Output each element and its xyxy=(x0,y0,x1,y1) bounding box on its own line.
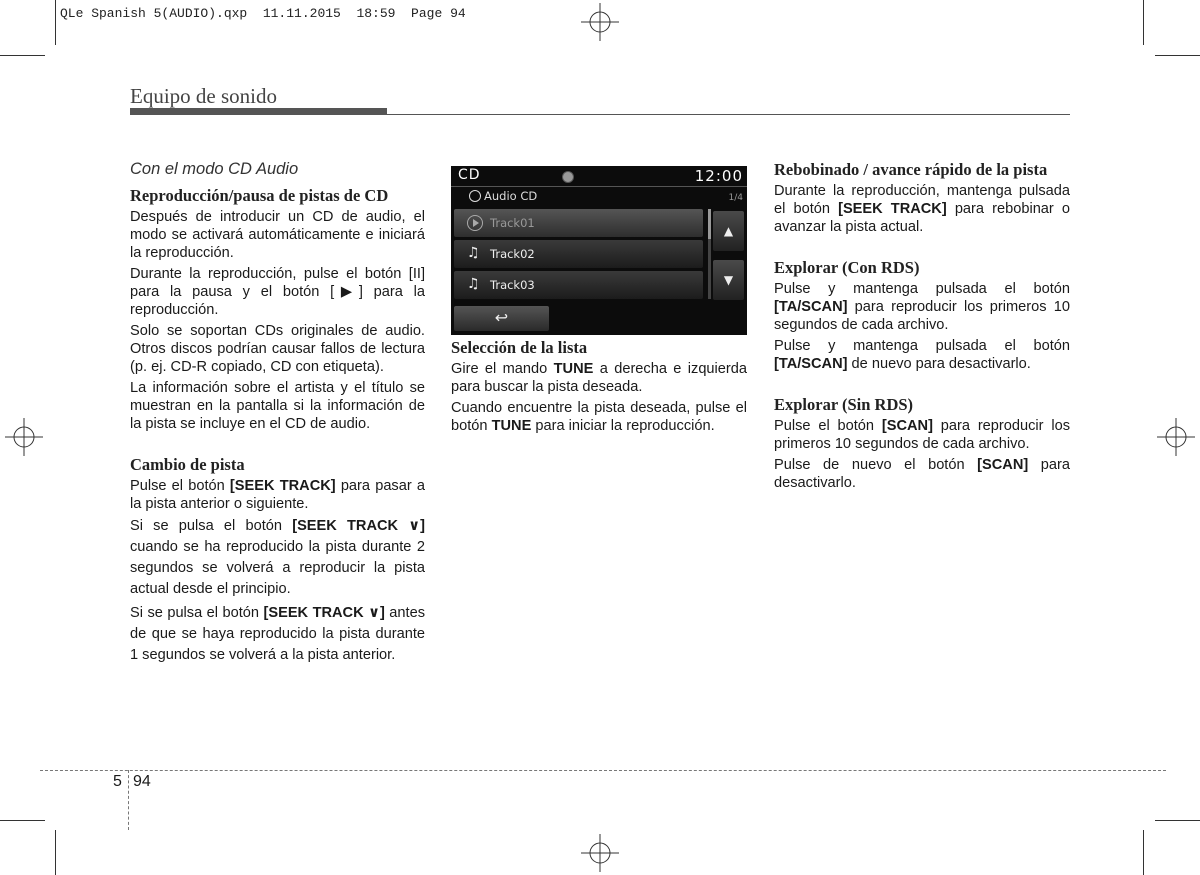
tune-label: TUNE xyxy=(553,361,594,377)
track-change-paragraph-3: Si se pulsa el botón [SEEK TRACK ∨] antes de que se haya reproducido la pista durante 1 segundos se volverá a la pista anterior. xyxy=(130,605,425,663)
tune-label-2: TUNE xyxy=(491,418,532,434)
list-selection-heading: Selección de la lista xyxy=(451,338,588,357)
section-number: 5 xyxy=(113,773,122,790)
scan-no-rds-paragraph-2: Pulse de nuevo el botón [SCAN] para desactivarlo. xyxy=(774,457,1070,491)
seek-track-label-3: [SEEK TRACK] xyxy=(838,201,947,217)
music-note-icon: ♫ xyxy=(467,276,480,292)
page-number: 94 xyxy=(133,773,151,790)
track-name-1: Track01 xyxy=(490,216,535,230)
crop-mark-top-left-h xyxy=(0,55,45,56)
registration-mark-right xyxy=(1157,418,1195,456)
disc-indicator-icon xyxy=(562,171,574,183)
scan-label: [SCAN] xyxy=(881,418,933,434)
crop-mark-bottom-right-v xyxy=(1143,830,1144,875)
scan-rds-paragraph-2: Pulse y mantenga pulsada el botón [TA/SCAN] de nuevo para desactivarlo. xyxy=(774,338,1070,372)
print-slug: QLe Spanish 5(AUDIO).qxp 11.11.2015 18:59 Page 94 xyxy=(60,6,466,21)
list-scrollbar-thumb[interactable] xyxy=(708,209,711,239)
crop-mark-top-right-h xyxy=(1155,55,1200,56)
track-name-2: Track02 xyxy=(490,247,535,261)
track-name-3: Track03 xyxy=(490,278,535,292)
track-counter: 1/4 xyxy=(728,193,743,203)
scan-no-rds-paragraph-1: Pulse el botón [SCAN] para reproducir los primeros 10 segundos de cada archivo. xyxy=(774,418,1070,452)
play-icon xyxy=(467,215,483,231)
track-change-paragraph-2: Si se pulsa el botón [SEEK TRACK ∨] cuando se ha reproducido la pista durante 2 segundos se volverá a reproducir la pista actual desde el principio. xyxy=(130,518,425,597)
play-pause-paragraph-3: Solo se soportan CDs originales de audio. Otros discos podrían causar fallos de lectura (p. ej. CD-R copiado, CD con etiqueta). xyxy=(130,323,425,375)
column-1 xyxy=(130,160,425,666)
registration-mark-left xyxy=(5,418,43,456)
crop-mark-top-right-v xyxy=(1143,0,1144,45)
seek-track-down-label-2: [SEEK TRACK ∨] xyxy=(263,605,385,621)
column-3 xyxy=(774,160,1070,492)
mode-heading: Con el modo CD Audio xyxy=(130,160,299,178)
screen-source xyxy=(484,189,537,203)
play-pause-paragraph-1: Después de introducir un CD de audio, el modo se activará automáticamente e iniciará la reproducción. xyxy=(130,209,425,261)
crop-mark-bottom-left-h xyxy=(0,820,45,821)
seek-track-label: [SEEK TRACK] xyxy=(229,478,336,494)
registration-mark-top xyxy=(581,3,619,41)
screen-divider xyxy=(451,186,747,187)
title-rule-thick xyxy=(130,108,387,115)
back-button[interactable]: ↩ xyxy=(454,306,549,331)
play-pause-paragraph-2: Durante la reproducción, pulse el botón [II] para la pausa y el botón [▶] para la reproducción. xyxy=(130,266,425,318)
rewind-heading: Rebobinado / avance rápido de la pista xyxy=(774,160,1048,179)
scroll-up-button[interactable]: ▲ xyxy=(713,211,744,251)
cd-disc-icon xyxy=(469,190,481,202)
crop-mark-bottom-left-v xyxy=(55,830,56,875)
rewind-paragraph-1: Durante la reproducción, mantenga pulsada el botón [SEEK TRACK] para rebobinar o avanzar la pista actual. xyxy=(774,183,1070,235)
footer-divider xyxy=(128,770,129,830)
seek-track-down-label: [SEEK TRACK ∨] xyxy=(292,518,425,534)
title-rule-thin xyxy=(387,114,1070,115)
scan-label-2: [SCAN] xyxy=(977,457,1029,473)
ta-scan-label: [TA/SCAN] xyxy=(774,299,848,315)
scroll-down-button[interactable]: ▼ xyxy=(713,260,744,300)
ta-scan-label-2: [TA/SCAN] xyxy=(774,356,848,372)
list-selection-paragraph-2: Cuando encuentre la pista deseada, pulse el botón TUNE para iniciar la reproducción. xyxy=(451,400,747,434)
cd-screen-illustration xyxy=(451,166,747,335)
music-note-icon: ♫ xyxy=(467,245,480,261)
scan-rds-heading: Explorar (Con RDS) xyxy=(774,258,920,277)
screen-mode-label: CD xyxy=(458,167,481,183)
crop-mark-bottom-right-h xyxy=(1155,820,1200,821)
track-row-3[interactable] xyxy=(454,271,703,299)
scan-no-rds-heading: Explorar (Sin RDS) xyxy=(774,395,914,414)
footer-rule xyxy=(40,770,1166,771)
scan-rds-paragraph-1: Pulse y mantenga pulsada el botón [TA/SCAN] para reproducir los primeros 10 segundos de cada archivo. xyxy=(774,281,1070,333)
section-title: Equipo de sonido xyxy=(130,84,277,108)
screen-status-bar xyxy=(451,166,747,186)
screen-clock: 12:00 xyxy=(694,167,743,185)
track-row-1[interactable] xyxy=(454,209,703,237)
track-change-heading: Cambio de pista xyxy=(130,455,245,474)
list-selection-paragraph-1: Gire el mando TUNE a derecha e izquierda para buscar la pista deseada. xyxy=(451,361,748,395)
column-2 xyxy=(451,338,747,435)
crop-mark-top-left-v xyxy=(55,0,56,45)
screen-source-label: Audio CD xyxy=(484,189,538,203)
track-row-2[interactable] xyxy=(454,240,703,268)
play-pause-paragraph-4: La información sobre el artista y el título se muestran en la pantalla si la información de la pista se incluye en el CD de audio. xyxy=(130,380,425,432)
track-change-paragraph-1: Pulse el botón [SEEK TRACK] para pasar a la pista anterior o siguiente. xyxy=(130,478,425,512)
registration-mark-bottom xyxy=(581,834,619,872)
play-pause-heading: Reproducción/pausa de pistas de CD xyxy=(130,186,389,205)
